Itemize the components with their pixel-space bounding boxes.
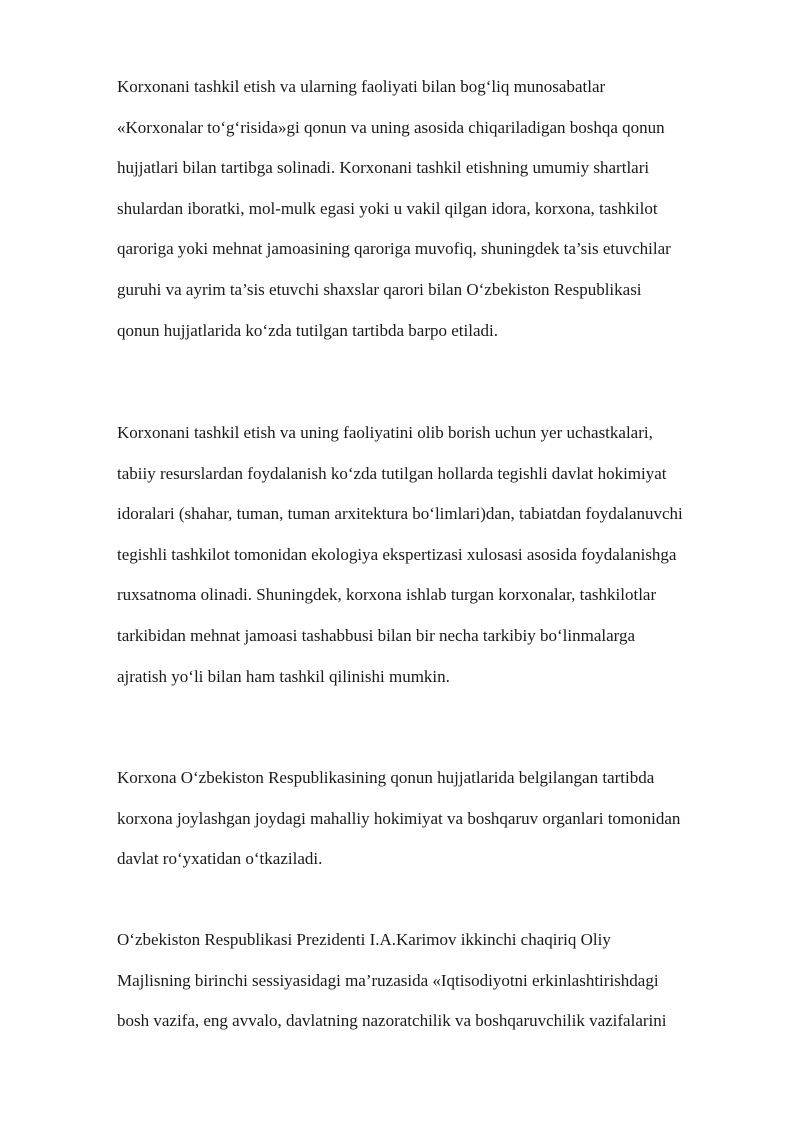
text-line: Majlisning birinchi sessiyasidagi ma’ruzasida «Iqtisodiyotni erkinlashtirishdagi	[117, 970, 659, 990]
text-line: tarkibidan mehnat jamoasi tashabbusi bilan bir necha tarkibiy bo‘linmalarga	[117, 625, 636, 645]
text-line: bosh vazifa, eng avvalo, davlatning nazoratchilik va boshqaruvchilik vazifalarini	[117, 1011, 667, 1031]
text-line: «Korxonalar to‘g‘risida»gi qonun va uning asosida chiqariladigan boshqa qonun	[117, 117, 665, 137]
text-line: ajratish yo‘li bilan ham tashkil qilinishi mumkin.	[117, 666, 450, 686]
text-line: davlat ro‘yxatidan o‘tkaziladi.	[117, 849, 323, 869]
text-line: korxona joylashgan joydagi mahalliy hokimiyat va boshqaruv organlari tomonidan	[117, 808, 681, 828]
text-line: qaroriga yoki mehnat jamoasining qaroriga muvofiq, shuningdek ta’sis etuvchilar	[117, 239, 671, 259]
paragraph-2	[117, 413, 757, 697]
text-line: shulardan iboratki, mol-mulk egasi yoki u vakil qilgan idora, korxona, tashkilot	[117, 198, 658, 218]
text-line: O‘zbekiston Respublikasi Prezidenti I.A.Karimov ikkinchi chaqiriq Oliy	[117, 930, 611, 949]
paragraph-3	[117, 758, 757, 880]
text-line: guruhi va ayrim ta’sis etuvchi shaxslar qarori bilan O‘zbekiston Respublikasi	[117, 279, 642, 299]
text-line: hujjatlari bilan tartibga solinadi. Korxonani tashkil etishning umumiy shartlari	[117, 158, 650, 178]
text-line: idoralari (shahar, tuman, tuman arxitektura bo‘limlari)dan, tabiatdan foydalanuvchi	[117, 504, 683, 524]
text-line: Korxona O‘zbekiston Respublikasining qonun hujjatlarida belgilangan tartibda	[117, 768, 655, 787]
paragraph-1	[117, 67, 757, 351]
paragraph-4	[117, 920, 757, 1042]
text-line: ruxsatnoma olinadi. Shuningdek, korxona ishlab turgan korxonalar, tashkilotlar	[117, 585, 657, 605]
text-line: Korxonani tashkil etish va uning faoliyatini olib borish uchun yer uchastkalari,	[117, 423, 653, 442]
text-line: tabiiy resurslardan foydalanish ko‘zda tutilgan hollarda tegishli davlat hokimiyat	[117, 463, 667, 483]
text-line: qonun hujjatlarida ko‘zda tutilgan tartibda barpo etiladi.	[117, 320, 498, 340]
text-line: tegishli tashkilot tomonidan ekologiya ekspertizasi xulosasi asosida foydalanishga	[117, 544, 677, 564]
text-line: Korxonani tashkil etish va ularning faoliyati bilan bog‘liq munosabatlar	[117, 77, 606, 96]
